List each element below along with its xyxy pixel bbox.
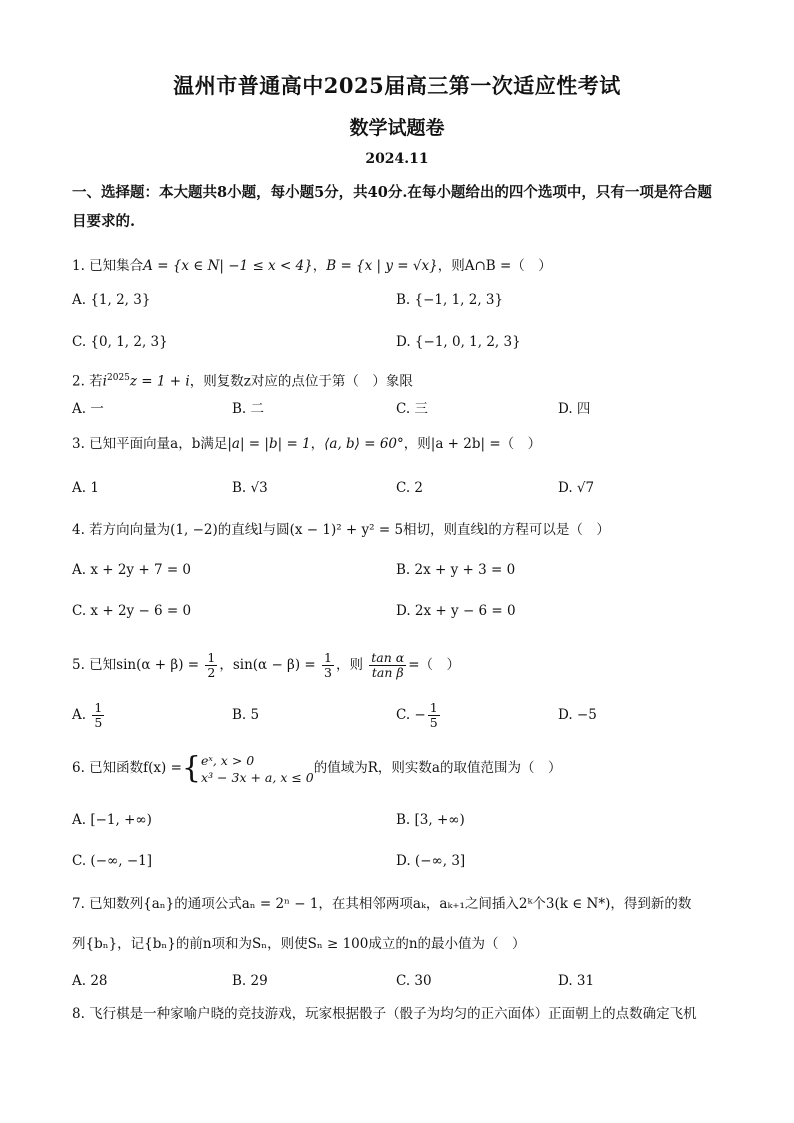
q3-lead: 3. 已知平面向量a，b满足	[72, 436, 228, 452]
q2-option-d: D. 四	[558, 401, 591, 417]
question-7-line-1: 7. 已知数列{aₙ}的通项公式aₙ = 2ⁿ − 1，在其相邻两项aₖ，aₖ₊₁之间插入2ᵏ个3(k ∈ N*)，得到新的数	[72, 896, 692, 912]
q1-tail: ，则A∩B =（ ）	[437, 258, 552, 274]
q2-option-b: B. 二	[232, 401, 265, 417]
q3-cond1: |a| = |b| = 1	[227, 436, 311, 452]
q7-option-d: D. 31	[558, 973, 595, 989]
q6-brace: {	[181, 750, 202, 786]
q2-tail: ，则复数z对应的点位于第（ ）象限	[189, 373, 413, 390]
q6-option-c: C. (−∞, −1]	[72, 853, 153, 869]
q3-cond2: ⟨a, b⟩ = 60°	[324, 436, 404, 452]
q3-option-d: D. √7	[558, 480, 595, 496]
q6-piece-1: eˣ, x > 0	[201, 752, 255, 768]
q1-sep: ，	[312, 258, 327, 274]
q6-lead: 6. 已知函数f(x) =	[72, 760, 182, 776]
q1-option-d: D. {−1, 0, 1, 2, 3}	[396, 334, 521, 350]
q5-tail: =（ ）	[408, 657, 461, 673]
q3-option-b: B. √3	[232, 480, 268, 496]
question-2	[72, 368, 413, 392]
question-7-line-2: 列{bₙ}，记{bₙ}的前n项和为Sₙ，则使Sₙ ≥ 100成立的n的最小值为（ ）	[72, 936, 526, 952]
q2-option-a: A. 一	[72, 401, 104, 417]
q4-option-c: C. x + 2y − 6 = 0	[72, 603, 192, 619]
q4-option-b: B. 2x + y + 3 = 0	[396, 562, 516, 578]
question-1	[72, 256, 552, 276]
q5-option-a: A. $\frac{1}{5}$	[72, 700, 103, 730]
q3-sep: ，	[310, 436, 325, 452]
question-4: 4. 若方向向量为(1, −2)的直线l与圆(x − 1)² + y² = 5相切，则直线l的方程可以是（ ）	[72, 522, 610, 538]
q5-option-d: D. −5	[558, 707, 597, 723]
q3-option-c: C. 2	[396, 480, 424, 496]
section-heading: 一、选择题：本大题共8小题，每小题5分，共40分.在每小题给出的四个选项中，只有一项是符合题目要求的.	[72, 184, 712, 230]
question-8-line-1: 8. 飞行棋是一种家喻户晓的竞技游戏，玩家根据骰子（骰子为均匀的正六面体）正面朝上的点数确定飞机	[72, 1006, 697, 1022]
exam-title: 温州市普通高中2025届高三第一次适应性考试	[173, 73, 621, 98]
q5-frac-2: $\frac{1}{3}$	[324, 650, 332, 680]
q7-option-b: B. 29	[232, 973, 268, 989]
q1-set-a: A = {x ∈ N| −1 ≤ x < 4}	[143, 258, 313, 274]
q3-option-a: A. 1	[72, 480, 99, 496]
q4-option-a: A. x + 2y + 7 = 0	[72, 562, 192, 578]
question-3	[72, 434, 541, 454]
q7-option-a: A. 28	[72, 973, 108, 989]
q5-frac-3: $\frac{\text{tan α}}{\text{tan β}}$	[371, 650, 405, 680]
q1-option-c: C. {0, 1, 2, 3}	[72, 334, 168, 350]
question-6	[72, 748, 561, 788]
q5-option-b: B. 5	[232, 707, 260, 723]
q1-lead: 1. 已知集合	[72, 258, 144, 274]
q3-tail: ，则|a + 2b| =（ ）	[403, 436, 542, 452]
q5-mid: ，sin(α − β) =	[219, 657, 316, 673]
q6-option-a: A. [−1, +∞)	[72, 812, 152, 828]
exam-subtitle: 数学试题卷	[349, 117, 445, 139]
q5-option-c-frac: $\frac{1}{5}$	[429, 700, 438, 730]
q1-set-b: B = {x | y = √x}	[326, 258, 438, 274]
q1-option-a: A. {1, 2, 3}	[72, 292, 151, 308]
q6-piece-2: x³ − 3x + a, x ≤ 0	[201, 769, 314, 785]
q2-exponent: 2025	[107, 373, 130, 383]
q5-option-c: C. − $\frac{1}{5}$	[396, 700, 438, 730]
q5-frac-1: $\frac{1}{2}$	[207, 650, 216, 680]
question-5	[72, 648, 460, 682]
q2-lead: 2. 若	[72, 373, 103, 390]
exam-date: 2024.11	[365, 151, 429, 167]
q6-piecewise	[201, 752, 314, 786]
q4-option-d: D. 2x + y − 6 = 0	[396, 603, 516, 619]
q1-option-b: B. {−1, 1, 2, 3}	[396, 292, 504, 308]
q2-eq2: z = 1 + i	[129, 373, 190, 390]
q5-lead: 5. 已知sin(α + β) =	[72, 657, 200, 673]
q6-option-d: D. (−∞, 3]	[396, 853, 466, 869]
q5-mid2: ，则	[335, 657, 363, 673]
q2-option-c: C. 三	[396, 401, 428, 417]
q6-option-b: B. [3, +∞)	[396, 812, 465, 828]
q6-tail: 的值域为R，则实数a的取值范围为（ ）	[313, 760, 562, 776]
q7-option-c: C. 30	[396, 973, 432, 989]
q5-option-a-frac: $\frac{1}{5}$	[94, 700, 103, 730]
q2-eq: i	[102, 373, 107, 390]
